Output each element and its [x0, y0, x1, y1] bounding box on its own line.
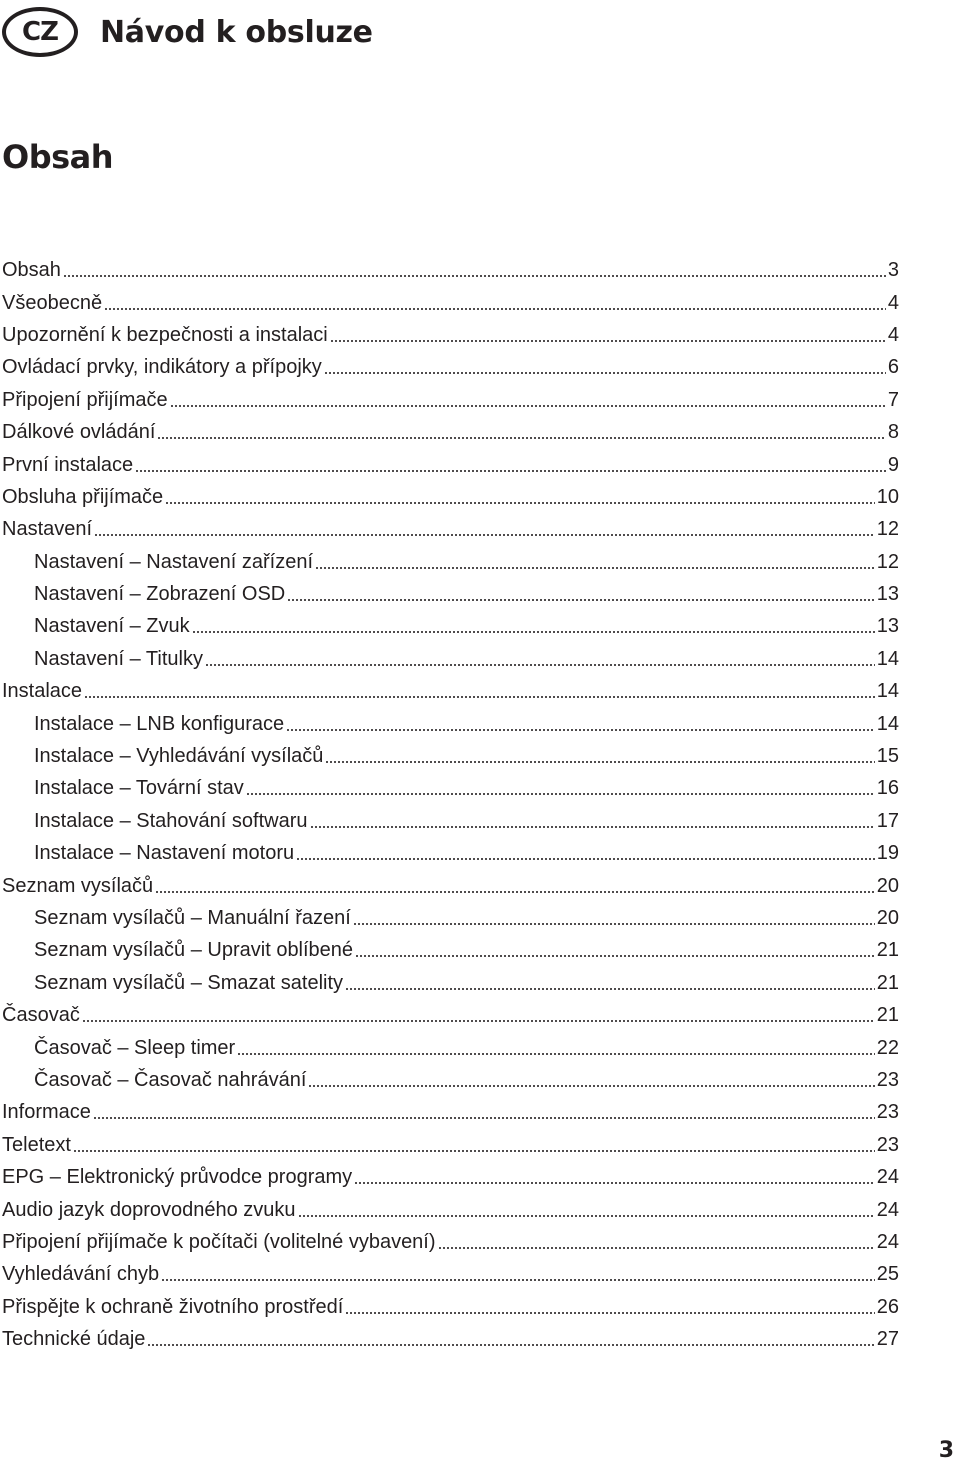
toc-entry-page: 9: [887, 453, 899, 476]
dot-leader: [63, 275, 886, 277]
toc-entry-page: 3: [887, 259, 899, 282]
toc-entry-page: 22: [876, 1036, 899, 1059]
toc-entry[interactable]: [2, 1323, 899, 1355]
toc-entry-label: Přispějte k ochraně životního prostředí: [2, 1295, 344, 1318]
toc-entry[interactable]: [2, 1226, 899, 1258]
dot-leader: [135, 470, 886, 472]
toc-entry-page: 10: [876, 485, 899, 508]
toc-entry[interactable]: [2, 481, 899, 513]
toc-entry-label: Nastavení – Zobrazení OSD: [34, 583, 286, 606]
toc-entry-label: Nastavení – Titulky: [34, 647, 203, 670]
dot-leader: [246, 793, 875, 795]
toc-entry-page: 21: [876, 939, 899, 962]
toc-entry-page: 20: [876, 874, 899, 897]
toc-entry[interactable]: [2, 740, 899, 772]
toc-entry[interactable]: [2, 707, 899, 739]
dot-leader: [205, 664, 875, 666]
page-number: 3: [938, 1438, 954, 1463]
dot-leader: [296, 858, 875, 860]
country-badge: CZ: [2, 7, 78, 57]
toc-entry-page: 24: [876, 1230, 899, 1253]
toc-entry-label: Instalace – LNB konfigurace: [34, 712, 285, 735]
dot-leader: [354, 1182, 875, 1184]
dot-leader: [298, 1215, 875, 1217]
toc-entry[interactable]: [2, 1161, 899, 1193]
toc-entry[interactable]: [2, 805, 899, 837]
toc-entry-label: Nastavení – Nastavení zařízení: [34, 550, 314, 573]
toc-entry[interactable]: [2, 448, 899, 480]
section-title: Obsah: [2, 138, 114, 176]
toc-entry-page: 14: [876, 647, 899, 670]
dot-leader: [355, 955, 875, 957]
toc-entry-label: Instalace – Nastavení motoru: [34, 842, 295, 865]
dot-leader: [438, 1247, 875, 1249]
toc-entry-page: 21: [876, 971, 899, 994]
dot-leader: [104, 308, 886, 310]
toc-entry[interactable]: [2, 643, 899, 675]
toc-entry-page: 7: [887, 388, 899, 411]
toc-entry-page: 20: [876, 907, 899, 929]
toc-entry-label: Instalace – Stahování softwaru: [34, 809, 308, 832]
dot-leader: [353, 923, 875, 925]
toc-entry[interactable]: [2, 254, 899, 286]
toc-entry-page: 6: [887, 356, 899, 379]
dot-leader: [286, 729, 875, 731]
toc-entry-page: 23: [876, 1101, 899, 1124]
toc-entry[interactable]: [2, 610, 899, 642]
toc-entry-label: Časovač: [2, 1004, 80, 1027]
toc-entry[interactable]: [2, 934, 899, 966]
toc-entry[interactable]: [2, 675, 899, 707]
toc-entry-label: Technické údaje: [2, 1328, 146, 1351]
dot-leader: [84, 696, 875, 698]
document-title: Návod k obsluze: [100, 14, 373, 50]
toc-entry-page: 14: [876, 712, 899, 735]
toc-entry-label: Seznam vysílačů – Smazat satelity: [34, 971, 344, 994]
toc-entry-label: Ovládací prvky, indikátory a přípojky: [2, 356, 322, 379]
toc-entry-page: 13: [876, 615, 899, 638]
toc-entry-page: 8: [887, 421, 899, 444]
toc-entry-label: Připojení přijímače: [2, 388, 168, 411]
toc-entry[interactable]: [2, 999, 899, 1031]
toc-entry[interactable]: [2, 286, 899, 318]
toc-entry[interactable]: [2, 772, 899, 804]
toc-entry-page: 15: [876, 745, 899, 768]
dot-leader: [237, 1053, 875, 1055]
toc-entry-label: Časovač – Časovač nahrávání: [34, 1068, 307, 1091]
toc-entry[interactable]: [2, 351, 899, 383]
dot-leader: [330, 340, 886, 342]
dot-leader: [157, 437, 885, 439]
toc-entry-page: 19: [876, 842, 899, 865]
toc-entry-label: Nastavení – Zvuk: [34, 615, 190, 638]
toc-entry-page: 17: [876, 809, 899, 832]
toc-entry-page: 4: [887, 291, 899, 314]
toc-entry-label: Instalace – Vyhledávání vysílačů: [34, 745, 324, 768]
toc-entry[interactable]: [2, 546, 899, 578]
toc-entry-page: 13: [876, 583, 899, 606]
toc-entry[interactable]: [2, 1258, 899, 1290]
toc-entry-page: 16: [876, 777, 899, 800]
toc-entry-label: Vyhledávání chyb: [2, 1263, 160, 1286]
toc-entry-page: 4: [887, 323, 899, 346]
dot-leader: [287, 599, 875, 601]
toc-entry-label: První instalace: [2, 453, 134, 476]
toc-entry[interactable]: [2, 1031, 899, 1063]
dot-leader: [161, 1279, 875, 1281]
toc-entry-label: Časovač – Sleep timer: [34, 1036, 236, 1059]
toc-entry-label: Obsah: [2, 259, 61, 282]
toc-entry[interactable]: [2, 416, 899, 448]
toc-entry-label: Nastavení: [2, 518, 93, 541]
dot-leader: [325, 761, 874, 763]
toc-entry[interactable]: [2, 1096, 899, 1128]
toc-entry-label: Instalace – Tovární stav: [34, 777, 244, 800]
toc-entry[interactable]: [2, 1291, 899, 1323]
toc-entry-page: 23: [876, 1133, 899, 1156]
dot-leader: [170, 405, 886, 407]
dot-leader: [345, 988, 875, 990]
toc-entry-label: Připojení přijímače k počítači (volitelné vybavení): [2, 1230, 436, 1253]
dot-leader: [308, 1085, 874, 1087]
toc-entry[interactable]: [2, 578, 899, 610]
toc-entry[interactable]: [2, 1193, 899, 1225]
toc-entry[interactable]: [2, 1064, 899, 1096]
toc-entry-label: Seznam vysílačů – Manuální řazení: [34, 907, 351, 929]
toc-entry-label: Audio jazyk doprovodného zvuku: [2, 1198, 296, 1221]
dot-leader: [73, 1150, 875, 1152]
toc-entry-page: 14: [876, 680, 899, 703]
dot-leader: [147, 1344, 874, 1346]
toc-entry-page: 21: [876, 1004, 899, 1027]
dot-leader: [94, 534, 875, 536]
toc-entry-page: 24: [876, 1166, 899, 1189]
toc-entry-label: Seznam vysílačů – Upravit oblíbené: [34, 939, 354, 962]
toc-entry-label: Seznam vysílačů: [2, 874, 154, 897]
dot-leader: [192, 631, 875, 633]
toc-entry-label: Obsluha přijímače: [2, 485, 164, 508]
dot-leader: [310, 826, 875, 828]
table-of-contents: [2, 254, 899, 1355]
dot-leader: [315, 567, 875, 569]
toc-entry-page: 24: [876, 1198, 899, 1221]
toc-entry-page: 12: [876, 550, 899, 573]
toc-entry-label: Informace: [2, 1101, 91, 1124]
dot-leader: [324, 372, 886, 374]
dot-leader: [345, 1312, 874, 1314]
dot-leader: [82, 1020, 875, 1022]
dot-leader: [93, 1117, 875, 1119]
toc-entry-page: 12: [876, 518, 899, 541]
toc-entry-page: 23: [876, 1068, 899, 1091]
toc-entry[interactable]: [2, 902, 899, 934]
toc-entry-label: EPG – Elektronický průvodce programy: [2, 1166, 353, 1189]
toc-entry[interactable]: [2, 967, 899, 999]
toc-entry[interactable]: [2, 513, 899, 545]
toc-entry[interactable]: [2, 319, 899, 351]
toc-entry[interactable]: [2, 869, 899, 901]
toc-entry[interactable]: [2, 837, 899, 869]
dot-leader: [165, 502, 875, 504]
toc-entry[interactable]: [2, 1129, 899, 1161]
toc-entry-label: Upozornění k bezpečnosti a instalaci: [2, 323, 328, 346]
toc-entry-label: Instalace: [2, 680, 83, 703]
toc-entry-page: 25: [876, 1263, 899, 1286]
toc-entry-label: Dálkové ovládání: [2, 421, 156, 444]
dot-leader: [155, 891, 875, 893]
toc-entry[interactable]: [2, 384, 899, 416]
toc-entry-label: Teletext: [2, 1133, 71, 1156]
page-header: [0, 6, 373, 58]
toc-entry-page: 27: [876, 1328, 899, 1351]
toc-entry-label: Všeobecně: [2, 291, 103, 314]
toc-entry-page: 26: [876, 1295, 899, 1318]
